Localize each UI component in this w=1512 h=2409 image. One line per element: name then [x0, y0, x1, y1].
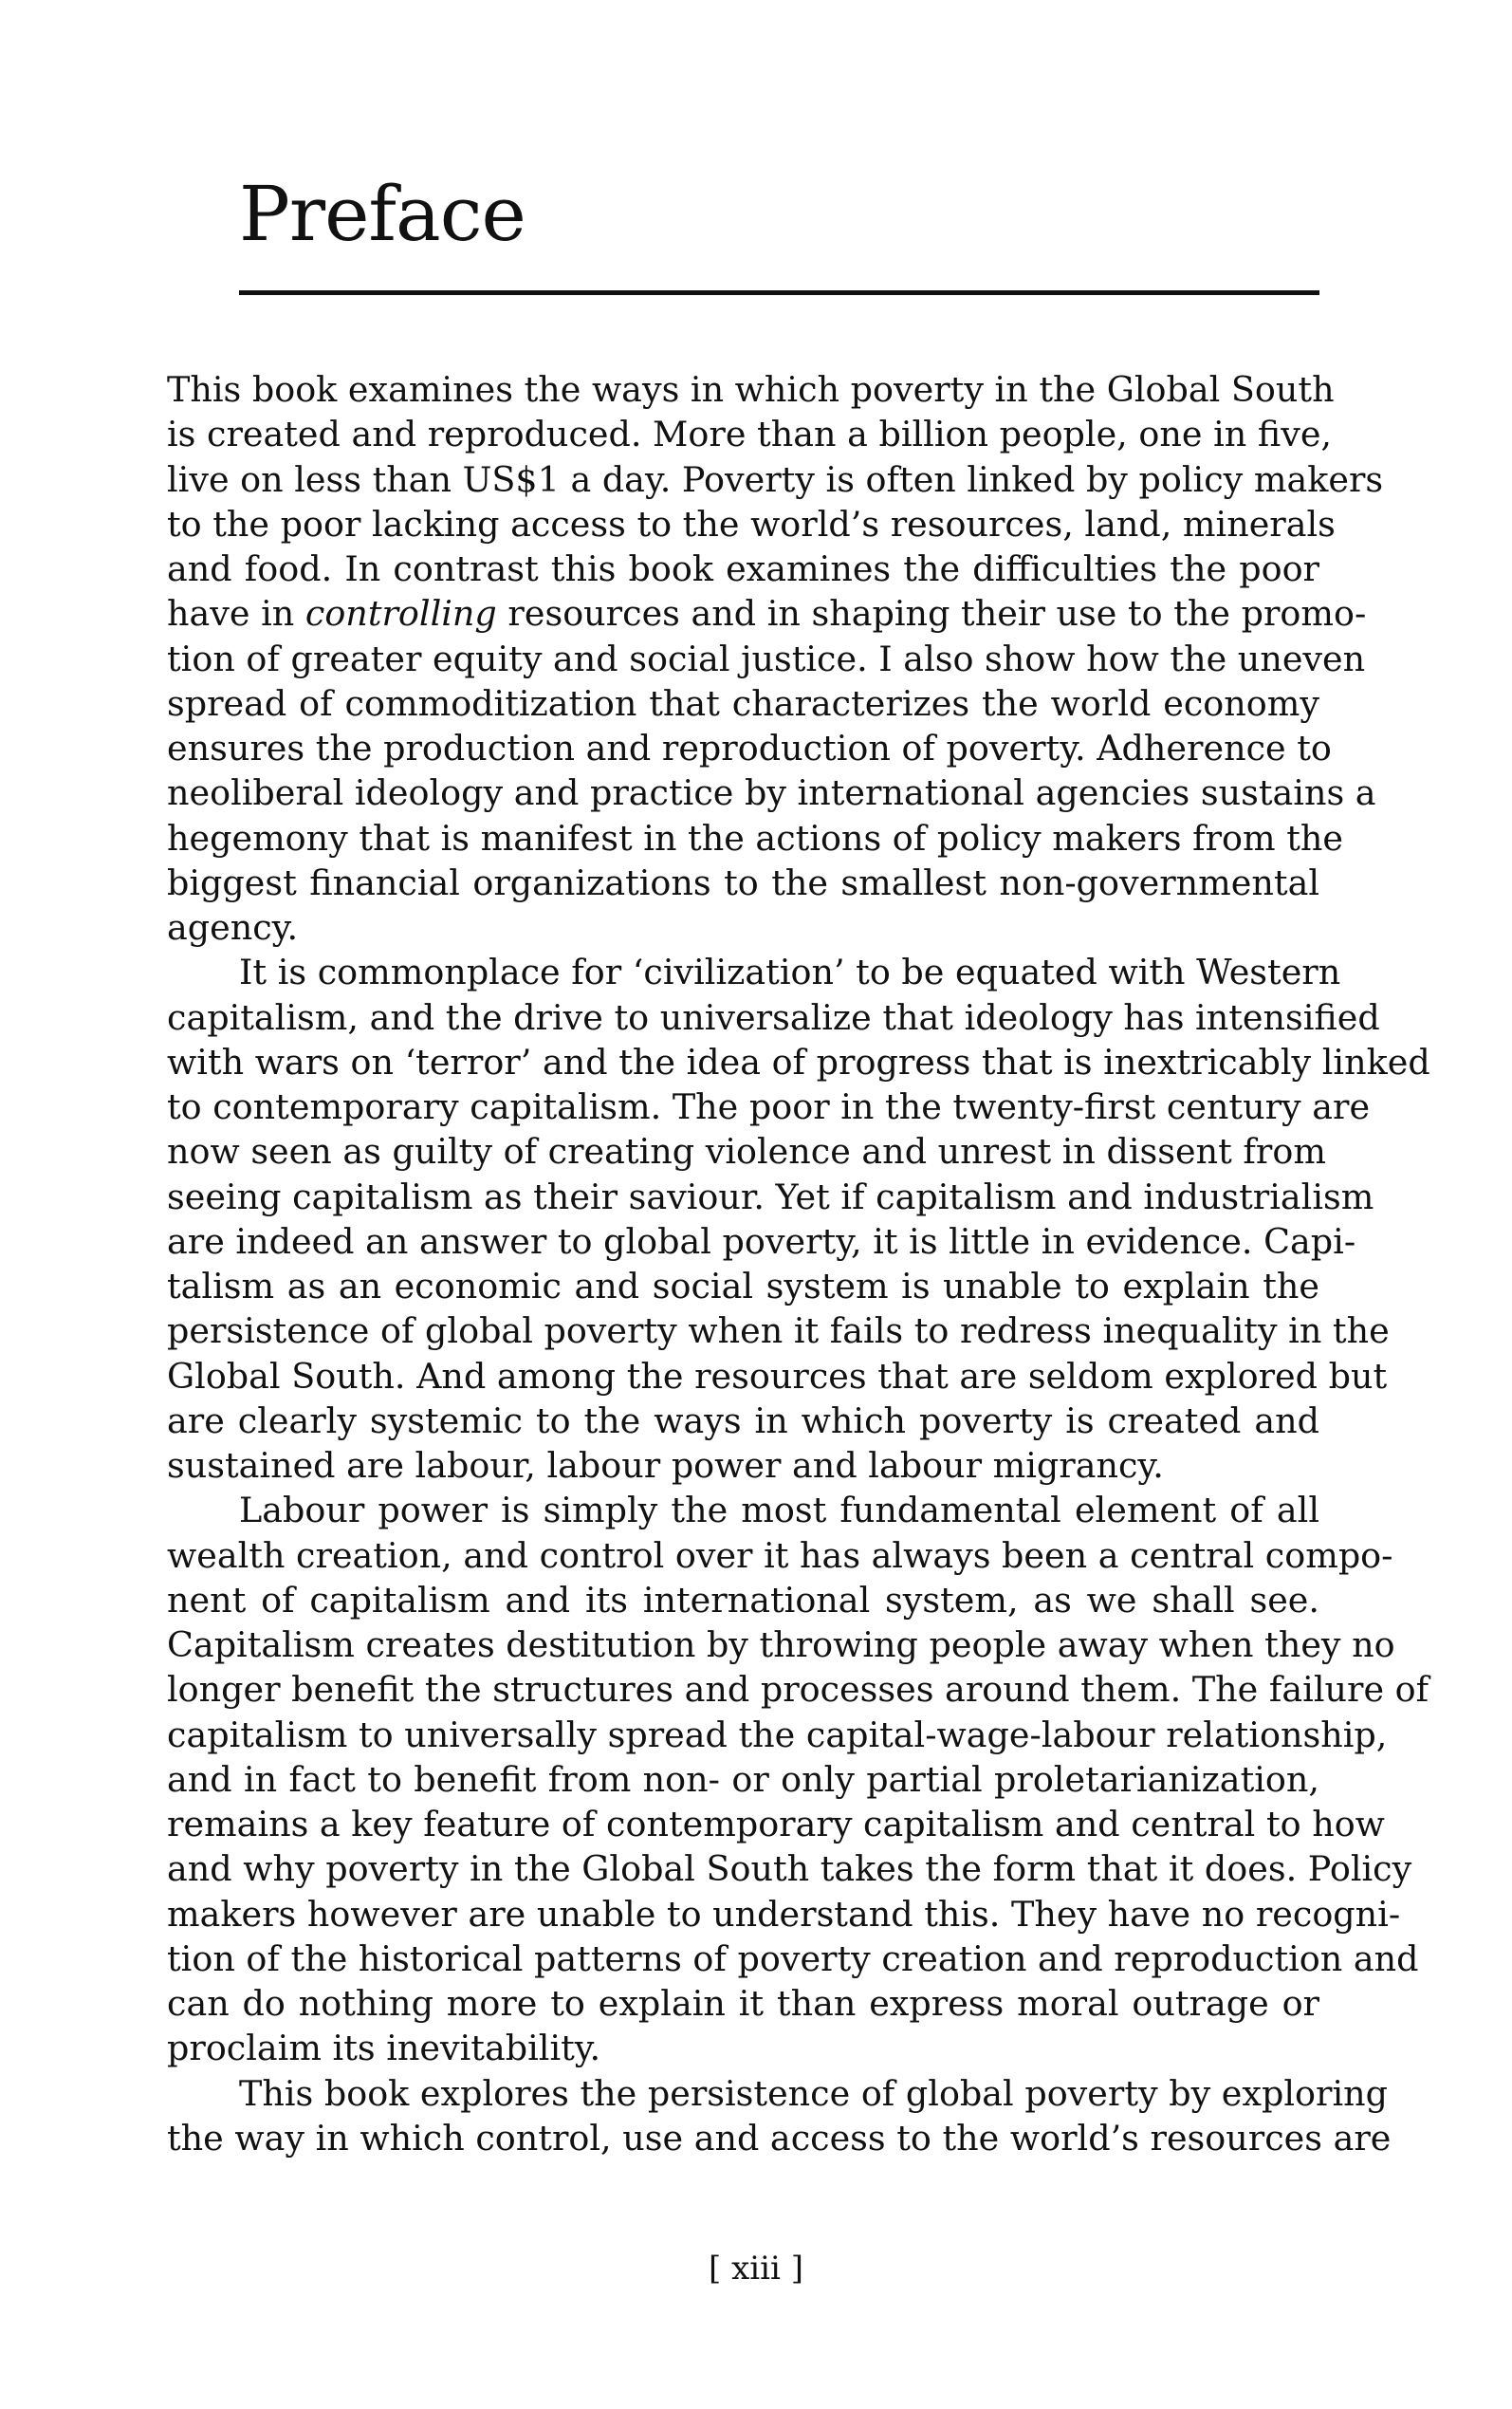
- page-number: [ xiii ]: [709, 2250, 803, 2288]
- text-line: and in fact to benefit from non- or only partial proletarianization,: [167, 1758, 1319, 1800]
- text-line: This book examines the ways in which poverty in the Global South: [167, 369, 1335, 410]
- text-line: It is commonplace for ‘civilization’ to be equated with Western: [239, 952, 1341, 993]
- text-line: now seen as guilty of creating violence and unrest in dissent from: [167, 1131, 1326, 1173]
- emphasis: controlling: [304, 593, 497, 635]
- text-line: hegemony that is manifest in the actions of policy makers from the: [167, 817, 1344, 859]
- text-line: live on less than US$1 a day. Poverty is often linked by policy makers: [167, 458, 1384, 500]
- text-line: neoliberal ideology and practice by international agencies sustains a: [167, 772, 1376, 814]
- text-line: to the poor lacking access to the world’s resources, land, minerals: [167, 503, 1336, 545]
- paragraph-2: [167, 950, 1430, 1488]
- text-line: persistence of global poverty when it fails to redress inequality in the: [167, 1310, 1390, 1352]
- text-line: spread of commoditization that characterizes the world economy: [167, 682, 1319, 724]
- text-line: can do nothing more to explain it than express moral outrage or: [167, 1983, 1319, 2024]
- text-line: longer benefit the structures and processes around them. The failure of: [167, 1669, 1429, 1711]
- text-line: Global South. And among the resources that are seldom explored but: [167, 1355, 1388, 1397]
- text-line: ensures the production and reproduction of poverty. Adherence to: [167, 728, 1332, 769]
- paragraph-1: [167, 367, 1384, 950]
- text-line: and why poverty in the Global South takes the form that it does. Policy: [167, 1848, 1412, 1890]
- text-line: [167, 591, 1367, 636]
- text-line: with wars on ‘terror’ and the idea of progress that is inextricably linked: [167, 1041, 1430, 1083]
- paragraph-3: [167, 1488, 1429, 2070]
- text-line: sustained are labour, labour power and labour migrancy.: [167, 1445, 1164, 1486]
- text-line: Labour power is simply the most fundamental element of all: [239, 1490, 1319, 1531]
- text-line: capitalism, and the drive to universalize that ideology has intensified: [167, 996, 1380, 1038]
- text-line: tion of greater equity and social justice. I also show how the uneven: [167, 638, 1366, 679]
- text-line: nent of capitalism and its international system, as we shall see.: [167, 1579, 1319, 1621]
- chapter-title: Preface: [239, 170, 526, 258]
- text-run: have in: [167, 593, 305, 635]
- text-line: agency.: [167, 907, 299, 948]
- text-line: the way in which control, use and access to the world’s resources are: [167, 2117, 1392, 2159]
- text-line: talism as an economic and social system is unable to explain the: [167, 1266, 1319, 1306]
- text-line: seeing capitalism as their saviour. Yet if capitalism and industrialism: [167, 1176, 1374, 1217]
- text-line: proclaim its inevitability.: [167, 2028, 601, 2069]
- text-line: to contemporary capitalism. The poor in the twenty-first century are: [167, 1086, 1371, 1127]
- text-line: Capitalism creates destitution by throwing people away when they no: [167, 1624, 1395, 1665]
- text-line: tion of the historical patterns of poverty creation and reproduction and: [167, 1937, 1419, 1979]
- text-line: This book explores the persistence of global poverty by exploring: [239, 2072, 1389, 2114]
- text-line: wealth creation, and control over it has always been a central compo-: [167, 1534, 1393, 1576]
- text-line: capitalism to universally spread the capital-wage-labour relationship,: [167, 1714, 1388, 1755]
- paragraph-4: [167, 2071, 1392, 2161]
- text-line: are indeed an answer to global poverty, it is little in evidence. Capi-: [167, 1220, 1356, 1262]
- body-text: [167, 367, 1430, 2160]
- text-line: and food. In contrast this book examines the difficulties the poor: [167, 548, 1319, 589]
- title-rule: [239, 290, 1319, 295]
- text-run: resources and in shaping their use to the promo-: [496, 593, 1367, 635]
- text-line: biggest financial organizations to the smallest non-governmental: [167, 862, 1319, 903]
- text-line: are clearly systemic to the ways in which poverty is created and: [167, 1399, 1319, 1441]
- text-line: remains a key feature of contemporary capitalism and central to how: [167, 1804, 1385, 1844]
- text-line: makers however are unable to understand this. They have no recogni-: [167, 1893, 1401, 1935]
- text-line: is created and reproduced. More than a billion people, one in five,: [167, 414, 1333, 455]
